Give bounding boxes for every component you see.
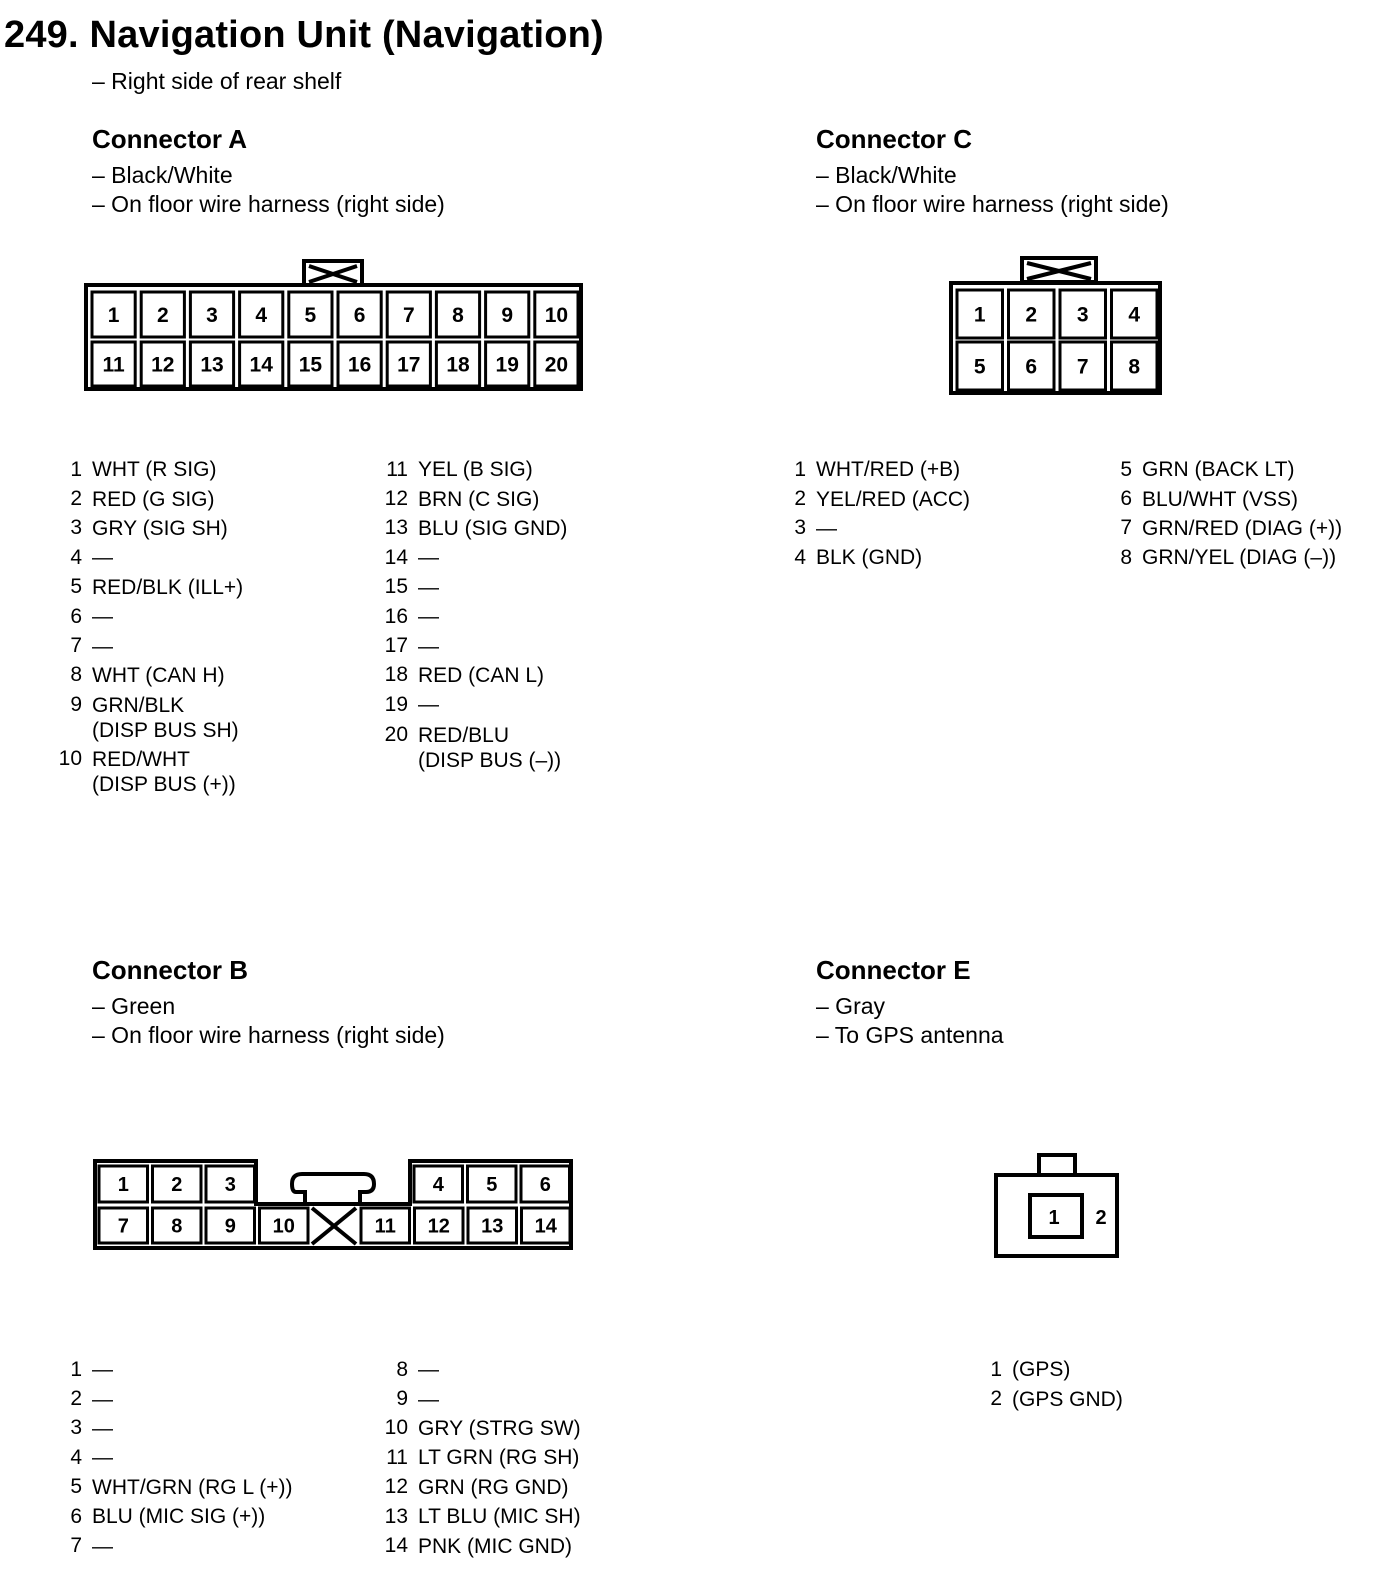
connector-e-cells [1048, 1207, 1106, 1229]
connector-e-pinlist [976, 1355, 1123, 1414]
pin-row [976, 1355, 1123, 1384]
pin-label: — [92, 546, 113, 570]
connector-e-color: – Gray [816, 993, 886, 1019]
pin-label: YEL (B SIG) [418, 458, 533, 482]
connector-c-pin-4-label: 4 [1128, 303, 1141, 327]
pin-row [56, 484, 243, 513]
connector-c-title: Connector C [816, 124, 972, 154]
pin-row [780, 514, 970, 543]
pin-row [56, 1443, 292, 1472]
pin-number: 8 [1120, 545, 1132, 569]
pin-row [382, 1531, 581, 1560]
pin-row [56, 602, 243, 631]
pin-label: (GPS) [1012, 1358, 1071, 1382]
pin-row [382, 484, 567, 513]
connector-e-location: – To GPS antenna [816, 1022, 1004, 1048]
pin-row [382, 602, 567, 631]
pin-number: 10 [384, 1416, 408, 1440]
pin-number: 2 [794, 487, 806, 511]
pin-number: 5 [70, 575, 82, 599]
pin-row [1106, 543, 1342, 572]
pin-label: GRY (SIG SH) [92, 516, 228, 540]
connector-a-pin-6-label: 6 [353, 304, 366, 328]
pin-number: 17 [384, 634, 408, 658]
pin-number: 2 [70, 1387, 82, 1411]
pin-label: WHT/RED (+B) [816, 458, 961, 482]
pin-number: 5 [70, 1475, 82, 1499]
pin-number: 9 [396, 1387, 408, 1411]
connector-c-pin-7-label: 7 [1076, 355, 1089, 379]
connector-a-title: Connector A [92, 124, 248, 154]
pin-number: 18 [384, 663, 408, 687]
connector-a-latch [304, 261, 362, 285]
connector-c-color: – Black/White [816, 162, 957, 188]
connector-a-pin-2-label: 2 [156, 304, 169, 328]
pin-label: WHT/GRN (RG L (+)) [92, 1475, 293, 1499]
pin-row [1106, 484, 1342, 513]
pin-number: 15 [384, 575, 408, 599]
pin-number: 12 [384, 487, 408, 511]
connector-a-pin-16-label: 16 [347, 353, 372, 377]
pin-label: BLU (SIG GND) [418, 516, 568, 540]
pin-row [56, 573, 243, 602]
pin-label: — [92, 634, 113, 658]
pin-row [56, 1414, 292, 1443]
connector-c-pinlist-1 [780, 455, 970, 573]
pin-row [56, 1531, 292, 1560]
pin-label: BLU (MIC SIG (+)) [92, 1505, 266, 1529]
pin-row [382, 573, 567, 602]
pin-label: GRN/BLK (DISP BUS SH) [92, 694, 239, 743]
connector-b-pin-11-label: 11 [374, 1215, 396, 1238]
pin-row [382, 690, 567, 719]
pin-row [382, 455, 567, 484]
pin-label: — [92, 1358, 113, 1382]
pin-row [382, 543, 567, 572]
connector-c-pin-6-label: 6 [1025, 355, 1038, 379]
pin-label: — [92, 1416, 113, 1440]
pin-label: — [92, 605, 113, 629]
connector-c-pin-3-label: 3 [1076, 303, 1089, 327]
pin-number: 14 [384, 1534, 408, 1558]
connector-b-latch [292, 1174, 374, 1204]
pin-row [382, 661, 567, 690]
pin-label: — [418, 1387, 439, 1411]
pin-row [1106, 514, 1342, 543]
pin-label: — [418, 605, 439, 629]
connector-b-pin-2-label: 2 [171, 1174, 183, 1197]
pin-row [56, 744, 243, 798]
pin-number: 2 [70, 487, 82, 511]
pin-row [56, 1502, 292, 1531]
pin-row [56, 1384, 292, 1413]
pin-row [56, 690, 243, 744]
connector-a-pin-19-label: 19 [495, 353, 519, 377]
pin-label: — [418, 546, 439, 570]
connector-b-color: – Green [92, 993, 176, 1019]
connector-b-pin-1-label: 1 [117, 1174, 129, 1197]
pin-number: 3 [70, 516, 82, 540]
connector-a-pin-7-label: 7 [402, 304, 415, 328]
pin-number: 8 [396, 1357, 408, 1381]
pin-number: 3 [794, 516, 806, 540]
connector-a-pin-5-label: 5 [304, 304, 317, 328]
pin-row [56, 1473, 292, 1502]
connector-c-pin-5-label: 5 [973, 355, 986, 379]
pin-number: 13 [384, 516, 408, 540]
connector-a-pinlist-2 [382, 455, 567, 774]
connector-a-pin-15-label: 15 [298, 353, 323, 377]
pin-label: — [418, 575, 439, 599]
pin-row [382, 720, 567, 774]
pin-label: RED/WHT (DISP BUS (+)) [92, 748, 236, 797]
pin-number: 14 [384, 545, 408, 569]
connector-a-pin-18-label: 18 [446, 353, 470, 377]
pin-row [382, 514, 567, 543]
pin-label: BLU/WHT (VSS) [1142, 487, 1298, 511]
pin-label: — [92, 1446, 113, 1470]
connector-a-pin-13-label: 13 [200, 353, 224, 377]
pin-number: 7 [70, 1534, 82, 1558]
pin-label: GRY (STRG SW) [418, 1416, 581, 1440]
connector-b-pin-6-label: 6 [539, 1174, 551, 1197]
connector-a-pinlist-1 [56, 455, 243, 798]
pin-row [56, 455, 243, 484]
connector-b-pin-13-label: 13 [481, 1215, 504, 1238]
pin-label: (GPS GND) [1012, 1387, 1123, 1411]
pin-number: 1 [990, 1357, 1002, 1381]
pin-number: 7 [70, 634, 82, 658]
pin-row [56, 661, 243, 690]
connector-b-pinlist-2 [382, 1355, 581, 1561]
connector-a-pin-9-label: 9 [501, 304, 514, 328]
pin-label: RED/BLK (ILL+) [92, 575, 244, 599]
connector-b-pin-14-label: 14 [534, 1215, 557, 1238]
pin-label: — [92, 1534, 113, 1558]
connector-e-latch [1039, 1155, 1075, 1175]
connector-a-pin-17-label: 17 [397, 353, 421, 377]
pin-label: LT GRN (RG SH) [418, 1446, 580, 1470]
connector-c-pin-1-label: 1 [973, 303, 986, 327]
pin-number: 10 [58, 747, 82, 771]
pin-row [382, 1355, 581, 1384]
pin-row [976, 1384, 1123, 1413]
pin-label: — [418, 693, 439, 717]
pin-label: YEL/RED (ACC) [816, 487, 971, 511]
pin-row [382, 1443, 581, 1472]
pin-number: 6 [1120, 487, 1132, 511]
pin-label: LT BLU (MIC SH) [418, 1505, 581, 1529]
pin-label: RED (G SIG) [92, 487, 215, 511]
connector-a-pin-20-label: 20 [544, 353, 569, 377]
pin-number: 4 [70, 1445, 82, 1469]
pin-label: WHT (CAN H) [92, 663, 225, 687]
connector-a-pin-11-label: 11 [102, 353, 125, 377]
pin-number: 4 [70, 545, 82, 569]
pin-label: WHT (R SIG) [92, 458, 217, 482]
pin-number: 19 [384, 692, 408, 716]
pin-number: 8 [70, 663, 82, 687]
connector-a-pin-1-label: 1 [107, 304, 120, 328]
pin-number: 16 [384, 604, 408, 628]
pin-number: 6 [70, 604, 82, 628]
pin-label: RED (CAN L) [418, 663, 545, 687]
connector-b-pin-5-label: 5 [486, 1174, 498, 1197]
pin-row [56, 1355, 292, 1384]
connector-a-pin-3-label: 3 [206, 304, 218, 328]
pin-number: 1 [70, 1357, 82, 1381]
pin-label: GRN/YEL (DIAG (–)) [1142, 546, 1337, 570]
pin-row [382, 631, 567, 660]
connector-a-color: – Black/White [92, 162, 233, 188]
connector-a-pin-10-label: 10 [544, 304, 569, 328]
connector-e-pin-1-label: 1 [1048, 1207, 1060, 1229]
pin-label: — [816, 516, 837, 540]
connector-c-latch [1022, 258, 1096, 282]
pin-label: BLK (GND) [816, 546, 923, 570]
pin-label: GRN (BACK LT) [1142, 458, 1295, 482]
page-title: 249. Navigation Unit (Navigation) [4, 14, 604, 56]
pin-row [382, 1473, 581, 1502]
pin-number: 1 [794, 457, 806, 481]
pin-row [382, 1384, 581, 1413]
pin-row [56, 631, 243, 660]
pin-row [382, 1502, 581, 1531]
connector-b-pin-8-label: 8 [171, 1215, 183, 1238]
connector-c-cells [957, 290, 1157, 390]
unit-location: – Right side of rear shelf [92, 68, 342, 94]
pin-row [56, 543, 243, 572]
pin-number: 6 [70, 1504, 82, 1528]
connector-c-pin-2-label: 2 [1025, 303, 1038, 327]
pin-number: 13 [384, 1504, 408, 1528]
pin-number: 11 [386, 1445, 408, 1469]
pin-label: — [418, 634, 439, 658]
connector-a-location: – On floor wire harness (right side) [92, 191, 445, 217]
connector-e-pin-2-label: 2 [1095, 1207, 1107, 1229]
pin-number: 9 [70, 693, 82, 717]
pin-number: 12 [384, 1475, 408, 1499]
connector-b-pin-7-label: 7 [117, 1215, 129, 1238]
pin-label: PNK (MIC GND) [418, 1534, 572, 1558]
pin-row [56, 514, 243, 543]
pin-row [1106, 455, 1342, 484]
connector-b-pin-4-label: 4 [432, 1174, 444, 1197]
pin-label: RED/BLU (DISP BUS (–)) [418, 723, 562, 772]
connector-c-pinlist-2 [1106, 455, 1342, 573]
connector-e-title: Connector E [816, 955, 971, 985]
connector-b-pin-9-label: 9 [224, 1215, 236, 1238]
pin-number: 7 [1120, 516, 1132, 540]
connector-c-location: – On floor wire harness (right side) [816, 191, 1169, 217]
connector-b-pinlist-1 [56, 1355, 292, 1561]
connector-b-location: – On floor wire harness (right side) [92, 1022, 445, 1048]
pin-label: BRN (C SIG) [418, 487, 540, 511]
pin-row [382, 1414, 581, 1443]
pin-row [780, 543, 970, 572]
pin-number: 3 [70, 1416, 82, 1440]
pin-number: 11 [386, 457, 408, 481]
connector-a-pin-12-label: 12 [151, 353, 175, 377]
pin-label: GRN (RG GND) [418, 1475, 569, 1499]
pin-label: GRN/RED (DIAG (+)) [1142, 516, 1343, 540]
connector-a-pin-4-label: 4 [255, 304, 268, 328]
connector-a-cells [92, 292, 578, 386]
connector-a-pin-14-label: 14 [249, 353, 273, 377]
pin-label: — [418, 1358, 439, 1382]
connector-b-pin-12-label: 12 [427, 1215, 450, 1238]
connector-b-pin-3-label: 3 [224, 1174, 236, 1197]
pin-number: 20 [384, 722, 408, 746]
connector-a-pin-8-label: 8 [452, 304, 464, 328]
connector-b-title: Connector B [92, 955, 248, 985]
pin-number: 4 [794, 545, 806, 569]
pin-row [780, 455, 970, 484]
pin-label: — [92, 1387, 113, 1411]
pin-row [780, 484, 970, 513]
pin-number: 5 [1120, 457, 1132, 481]
pin-number: 1 [70, 457, 82, 481]
pin-number: 2 [990, 1387, 1002, 1411]
connector-c-pin-8-label: 8 [1128, 355, 1141, 379]
connector-b-pin-10-label: 10 [272, 1215, 295, 1238]
